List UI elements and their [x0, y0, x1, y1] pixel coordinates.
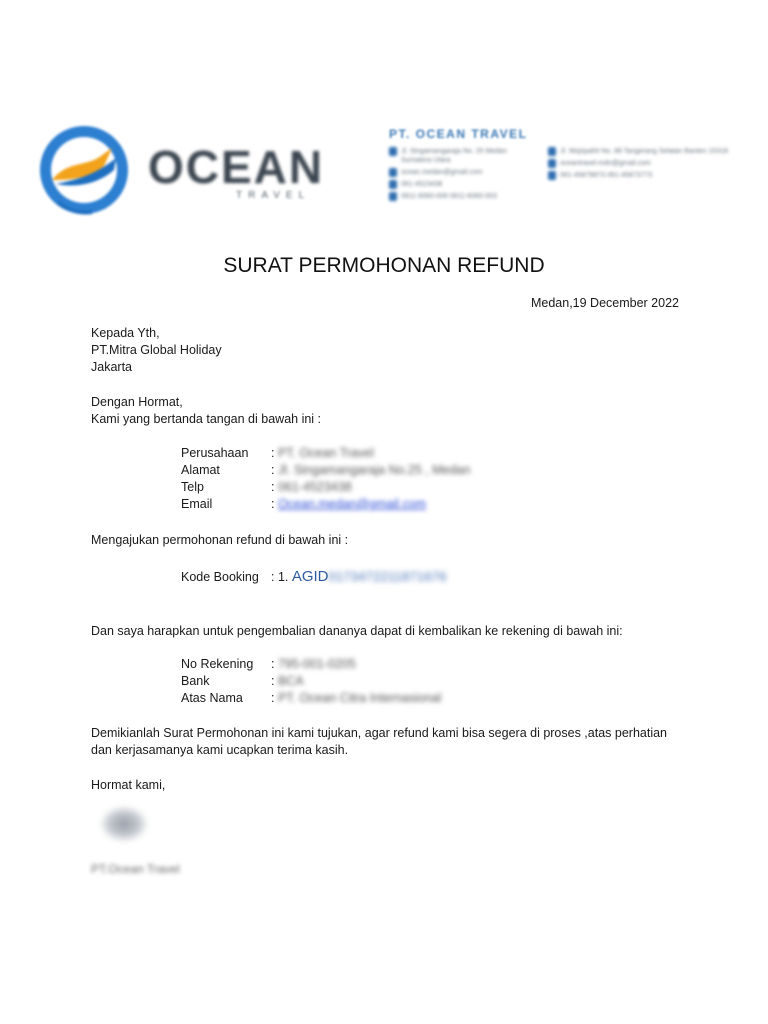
- bank-name-row: [181, 673, 441, 690]
- mail-icon: [389, 168, 397, 177]
- contact-email: oceantravel.mdn@gmail.com: [560, 160, 651, 167]
- mail-icon: [548, 159, 556, 168]
- bank-details: [181, 656, 441, 707]
- bank-holder-value: PT. Ocean Citra Internasional: [277, 691, 442, 705]
- field-label: Email: [181, 497, 213, 511]
- contact-phone: 061-45878873 061-45873773: [560, 172, 653, 179]
- closing-paragraph: [91, 725, 667, 759]
- letter-date: Medan,19 December 2022: [530, 296, 679, 310]
- contact-mobile: 0811-6060-006 0811-6060-003: [401, 193, 497, 200]
- booking-label: Kode Booking: [181, 570, 259, 584]
- field-sep: :: [271, 463, 275, 477]
- booking-row: [181, 568, 447, 586]
- greeting-block: [91, 394, 321, 428]
- field-label: Telp: [181, 480, 204, 494]
- recipient-line: PT.Mitra Global Holiday: [91, 343, 222, 357]
- field-label: Perusahaan: [181, 446, 249, 460]
- contact-address: Jl. Mojopahit No. 88 Tangerang Selatan Banten 15318: [560, 148, 728, 155]
- closing-line: dan kerjasamanya kami ucapkan terima kasih.: [91, 743, 349, 757]
- ocean-travel-logo: [36, 118, 346, 218]
- contact-phone: 061-4523438: [401, 181, 443, 188]
- regards: Hormat kami,: [91, 778, 166, 792]
- closing-line: Demikianlah Surat Permohonan ini kami tujukan, agar refund kami bisa segera di proses ,atas perhatian: [91, 726, 668, 740]
- whatsapp-icon: [389, 192, 397, 201]
- sender-email-link[interactable]: Ocean.medan@gmail.com: [277, 497, 427, 511]
- refund-intro: Dan saya harapkan untuk pengembalian dananya dapat di kembalikan ke rekening di bawah ini:: [91, 624, 623, 638]
- phone-icon: [389, 180, 397, 189]
- booking-prefix: : 1.: [271, 570, 292, 584]
- greeting-line: Dengan Hormat,: [91, 395, 183, 409]
- letterhead-company-name: PT. OCEAN TRAVEL: [389, 127, 528, 141]
- logo-wordmark: OCEAN: [148, 141, 325, 193]
- field-sep: :: [271, 497, 275, 511]
- sender-email-row: [181, 496, 470, 513]
- field-label: No Rekening: [181, 657, 254, 671]
- field-sep: :: [271, 691, 275, 705]
- signer-name: PT.Ocean Travel: [91, 862, 180, 876]
- request-intro: Mengajukan permohonan refund di bawah ini :: [91, 533, 349, 547]
- sender-company-value: PT. Ocean Travel: [277, 446, 374, 460]
- contact-email: ocean.medan@gmail.com: [401, 169, 483, 176]
- bank-account-value: 795-001-0205: [277, 657, 356, 671]
- sender-address-row: [181, 462, 470, 479]
- logo-globe-icon: [36, 122, 136, 218]
- field-sep: :: [271, 480, 275, 494]
- greeting-line: Kami yang bertanda tangan di bawah ini :: [91, 412, 322, 426]
- bank-holder-row: [181, 690, 441, 707]
- bank-account-row: [181, 656, 441, 673]
- sender-details: [181, 445, 470, 513]
- field-label: Bank: [181, 674, 210, 688]
- signature-image: [100, 806, 148, 842]
- letter-title: SURAT PERMOHONAN REFUND: [223, 254, 545, 277]
- field-label: Atas Nama: [181, 691, 243, 705]
- location-icon: [548, 147, 556, 156]
- recipient-line: Kepada Yth,: [91, 326, 160, 340]
- field-sep: :: [271, 446, 275, 460]
- booking-code-hidden: 0173472211871676: [328, 570, 447, 584]
- recipient-block: [91, 325, 222, 376]
- logo-subtitle: TRAVEL: [236, 190, 311, 201]
- location-icon: [389, 147, 397, 156]
- sender-phone-value: 061-4523438: [277, 480, 352, 494]
- bank-name-value: BCA: [277, 674, 304, 688]
- sender-company-row: [181, 445, 470, 462]
- field-label: Alamat: [181, 463, 220, 477]
- letterhead-contact-right: [548, 147, 748, 183]
- letterhead-contact-left: [389, 147, 539, 204]
- phone-icon: [548, 171, 556, 180]
- contact-address: Jl. Singamangaraja No. 25 Medan Sumatera Utara: [401, 148, 507, 164]
- booking-code: AGID: [291, 568, 329, 585]
- sender-phone-row: [181, 479, 470, 496]
- field-sep: :: [271, 657, 275, 671]
- recipient-line: Jakarta: [91, 360, 132, 374]
- sender-address-value: Jl. Singamangaraja No.25 , Medan: [277, 463, 471, 477]
- field-sep: :: [271, 674, 275, 688]
